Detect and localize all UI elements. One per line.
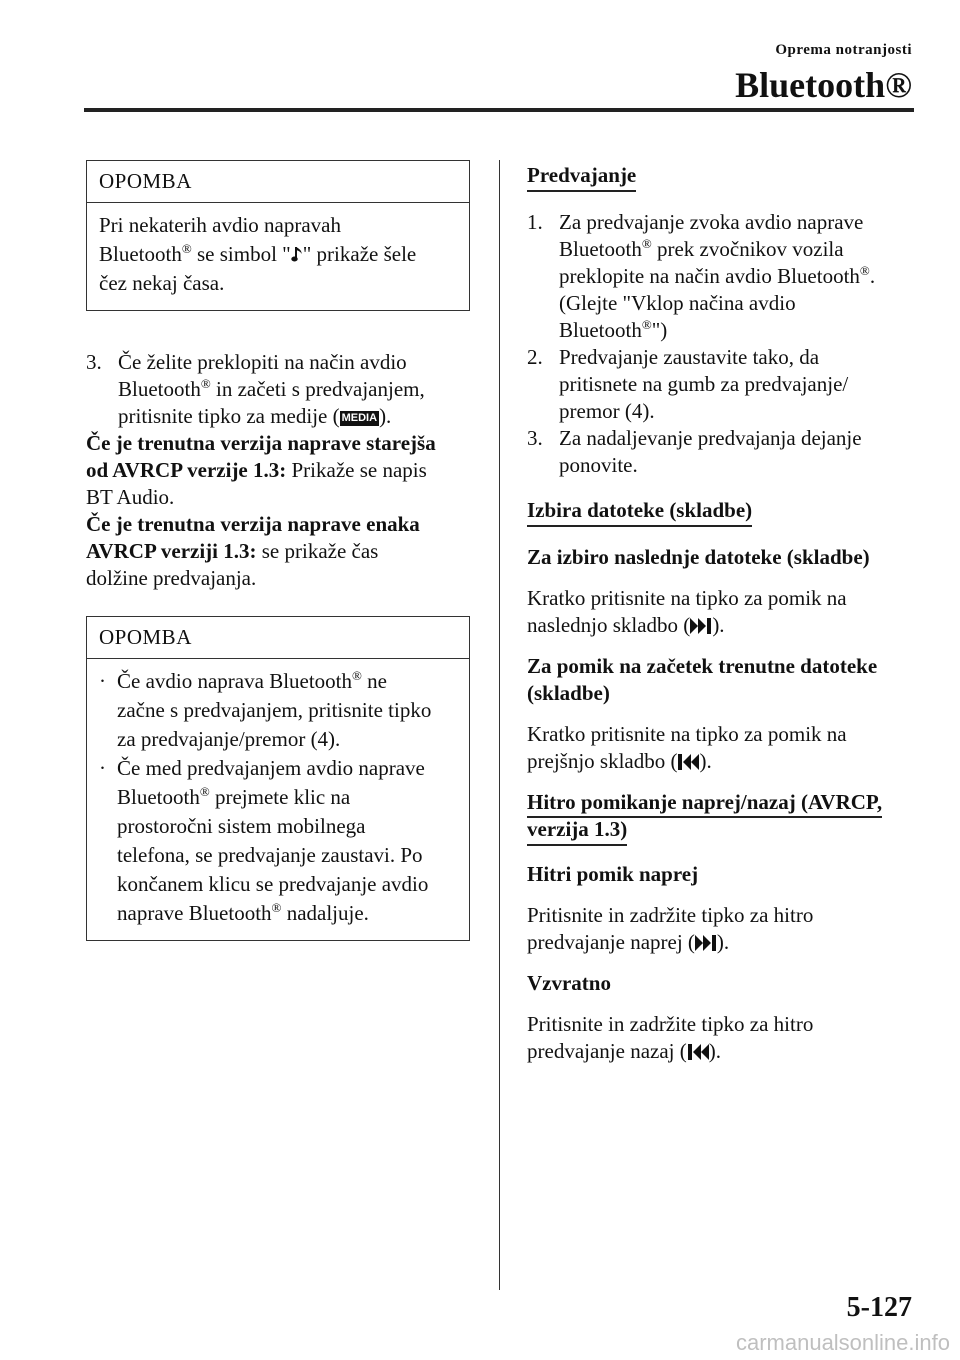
- registered-mark: ®: [352, 668, 362, 683]
- note-title: OPOMBA: [87, 161, 469, 203]
- subheading-rewind: Vzvratno: [527, 971, 611, 995]
- page-title: Bluetooth®: [735, 65, 912, 105]
- step-line: Če želite preklopiti na način avdio: [118, 350, 407, 374]
- page-number: 5-127: [846, 1292, 912, 1323]
- column-divider: [499, 160, 500, 1290]
- condition-heading: od AVRCP verzije 1.3:: [86, 458, 287, 482]
- text: se prikaže čas: [256, 539, 379, 563]
- text-line: Pritisnite in zadržite tipko za hitro: [527, 1012, 814, 1036]
- step-line: Predvajanje zaustavite tako, da: [559, 345, 820, 369]
- text: predvajanje nazaj (: [527, 1039, 687, 1063]
- note-line: [99, 240, 457, 269]
- condition-line: dolžine predvajanja.: [86, 566, 257, 590]
- text: se simbol ": [191, 242, 291, 266]
- next-file-text: [527, 585, 915, 639]
- text-line: [527, 929, 915, 956]
- text-line: [527, 748, 915, 775]
- step-line: [118, 376, 470, 403]
- note-line: telefona, se predvajanje zaustavi. Po: [117, 843, 423, 867]
- text: nadaljuje.: [281, 901, 369, 925]
- skip-previous-icon: [687, 1044, 709, 1060]
- text: Bluetooth: [118, 377, 201, 401]
- right-column: [527, 160, 915, 1065]
- step-line: (Glejte "Vklop načina avdio: [559, 291, 796, 315]
- media-button-icon: MEDIA: [341, 412, 378, 424]
- condition-line: [86, 457, 470, 484]
- subheading-next-file: Za izbiro naslednje datoteke (skladbe): [527, 545, 870, 569]
- subheading-fast-forward: Hitri pomik naprej: [527, 862, 699, 886]
- text: preklopite na način avdio Bluetooth: [559, 264, 860, 288]
- watermark: carmanualsonline.info: [735, 1330, 950, 1355]
- condition-older: [86, 430, 470, 511]
- text-line: Pritisnite in zadržite tipko za hitro: [527, 903, 814, 927]
- text-line: [527, 612, 915, 639]
- section-heading-fast: [527, 789, 915, 843]
- note-line: začne s predvajanjem, pritisnite tipko: [117, 698, 432, 722]
- text: .: [869, 264, 876, 288]
- condition-equal: [86, 511, 470, 592]
- step-line: pritisnete na gumb za predvajanje/: [559, 372, 849, 396]
- note-line: Če med predvajanjem avdio naprave: [117, 756, 425, 780]
- condition-line: BT Audio.: [86, 485, 175, 509]
- note-line: [117, 783, 457, 812]
- text: ne: [361, 669, 387, 693]
- text: in začeti s predvajanjem,: [210, 377, 425, 401]
- condition-line: [86, 538, 470, 565]
- registered-mark: ®: [641, 317, 652, 332]
- section-title: Oprema notranjosti: [775, 42, 912, 58]
- text: "): [651, 318, 668, 342]
- text: " prikaže šele: [302, 242, 417, 266]
- condition-heading: AVRCP verziji 1.3:: [86, 539, 257, 563]
- text: prejšnjo skladbo (: [527, 749, 678, 773]
- playback-step-1: [527, 209, 915, 344]
- registered-mark: ®: [181, 241, 192, 256]
- note-line: končanem klicu se predvajanje avdio: [117, 872, 429, 896]
- step-line: [559, 236, 915, 263]
- step-number: 2.: [527, 345, 543, 369]
- text: Prikaže se napis: [286, 458, 427, 482]
- fast-forward-text: [527, 902, 915, 956]
- step-number: 1.: [527, 210, 543, 234]
- step-line: premor (4).: [559, 399, 655, 423]
- rewind-text: [527, 1011, 915, 1065]
- note-bullet: [99, 667, 457, 754]
- note-body: [87, 203, 469, 310]
- condition-heading: Če je trenutna verzija naprave enaka: [86, 512, 420, 536]
- text: pritisnite tipko za medije (: [118, 404, 340, 428]
- note-line: prostoročni sistem mobilnega: [117, 814, 366, 838]
- text: naslednjo skladbo (: [527, 613, 691, 637]
- text: prejmete klic na: [209, 785, 351, 809]
- step-line: [559, 263, 915, 290]
- note-box-1: [86, 160, 470, 311]
- bullet-dot: ·: [99, 756, 106, 780]
- heading-line: (skladbe): [527, 681, 610, 705]
- condition-heading: Če je trenutna verzija naprave starejša: [86, 431, 436, 455]
- text-line: Kratko pritisnite na tipko za pomik na: [527, 586, 847, 610]
- skip-next-icon: [690, 618, 712, 634]
- section-heading-file-select: Izbira datoteke (skladbe): [527, 498, 752, 527]
- bullet-dot: ·: [99, 669, 106, 693]
- registered-mark: ®: [199, 784, 210, 799]
- heading-line: Za pomik na začetek trenutne datoteke: [527, 654, 878, 678]
- note-bullet: [99, 754, 457, 928]
- text: ).: [716, 930, 730, 954]
- note-title: OPOMBA: [87, 617, 469, 659]
- text-line: [527, 1038, 915, 1065]
- text-line: Kratko pritisnite na tipko za pomik na: [527, 722, 847, 746]
- text: Bluetooth: [99, 242, 182, 266]
- note-body: [87, 659, 469, 940]
- header-rule: [84, 108, 914, 112]
- section-heading-playback: Predvajanje: [527, 163, 636, 192]
- heading-line: verzija 1.3): [527, 817, 627, 846]
- note-box-2: [86, 616, 470, 941]
- heading-line: Hitro pomikanje naprej/nazaj (AVRCP,: [527, 790, 882, 818]
- text: Bluetooth: [559, 237, 642, 261]
- note-line: za predvajanje/premor (4).: [117, 727, 341, 751]
- step-3: [86, 349, 470, 430]
- registered-mark: ®: [859, 263, 870, 278]
- step-number: 3.: [86, 350, 102, 374]
- text: predvajanje naprej (: [527, 930, 695, 954]
- note-line: čez nekaj časa.: [99, 271, 225, 295]
- text: naprave Bluetooth: [117, 901, 272, 925]
- music-note-icon: [291, 245, 303, 263]
- text: ).: [712, 613, 725, 637]
- text: Če avdio naprava Bluetooth: [117, 669, 353, 693]
- step-number: 3.: [527, 426, 543, 450]
- text: Bluetooth: [559, 318, 642, 342]
- text: ).: [708, 1039, 721, 1063]
- track-start-text: [527, 721, 915, 775]
- step-line: [118, 403, 470, 430]
- step-line: [559, 317, 915, 344]
- step-line: ponovite.: [559, 453, 638, 477]
- text: Bluetooth: [117, 785, 200, 809]
- step-line: Za nadaljevanje predvajanja dejanje: [559, 426, 862, 450]
- note-line: [117, 667, 457, 696]
- playback-step-2: [527, 344, 915, 425]
- subheading-track-start: [527, 653, 915, 707]
- playback-step-3: [527, 425, 915, 479]
- skip-next-icon: [695, 935, 717, 951]
- left-column: [86, 160, 470, 941]
- text: prek zvočnikov vozila: [651, 237, 844, 261]
- skip-previous-icon: [677, 754, 699, 770]
- note-line: Pri nekaterih avdio napravah: [99, 213, 341, 237]
- text: ).: [379, 404, 392, 428]
- registered-mark: ®: [641, 236, 652, 251]
- text: ).: [699, 749, 712, 773]
- step-line: Za predvajanje zvoka avdio naprave: [559, 210, 864, 234]
- registered-mark: ®: [200, 376, 211, 391]
- note-line: [117, 899, 457, 928]
- registered-mark: ®: [271, 900, 282, 915]
